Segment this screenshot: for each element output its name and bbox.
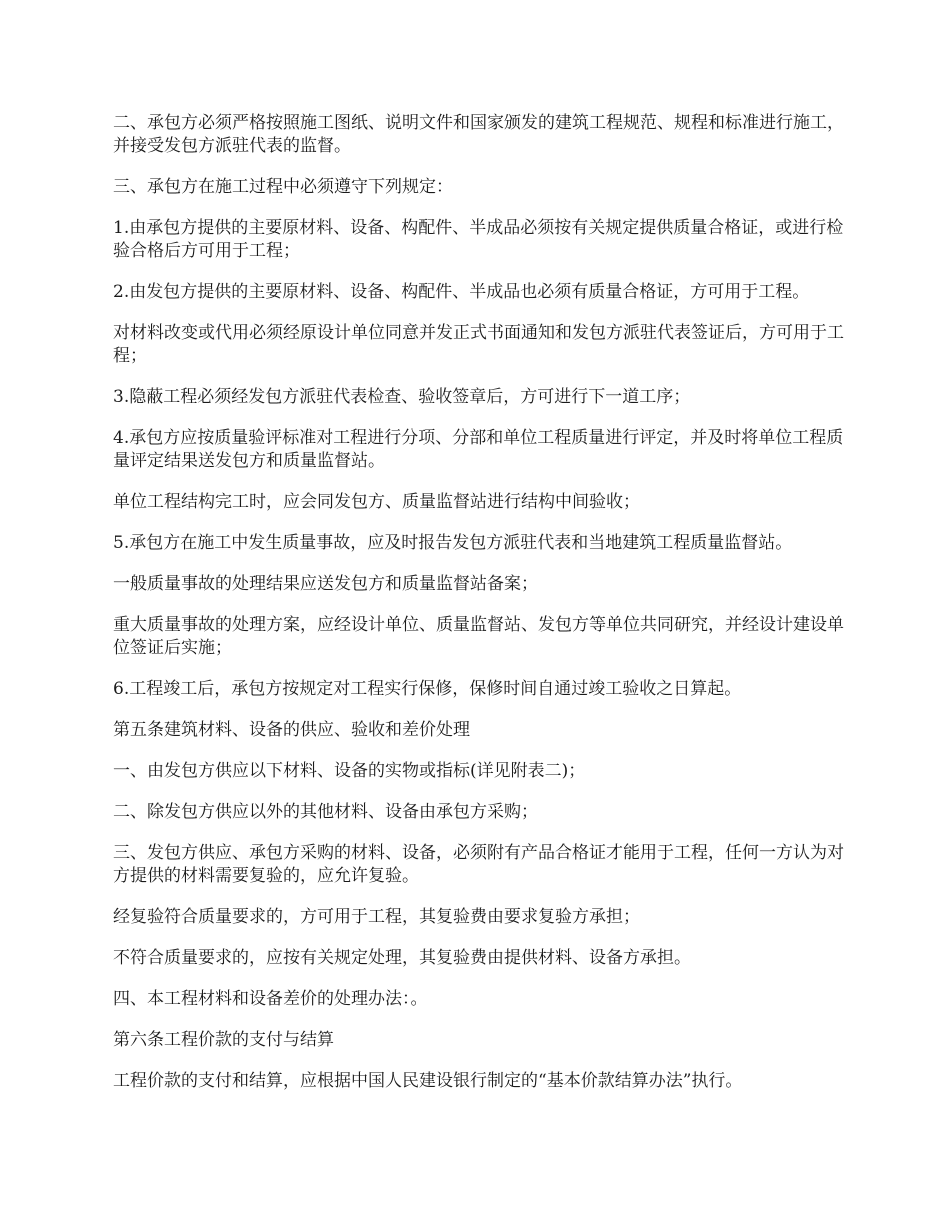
paragraph-major-accident: 重大质量事故的处理方案，应经设计单位、质量监督站、发包方等单位共同研究，并经设计建设单位签证后实施； (113, 615, 844, 658)
paragraph-item-2: 2.由发包方提供的主要原材料、设备、构配件、半成品也必须有质量合格证，方可用于工程。 (113, 282, 810, 302)
paragraph-supply-3: 三、发包方供应、承包方采购的材料、设备，必须附有产品合格证才能用于工程，任何一方认为对方提供的材料需要复验的，应允许复验。 (113, 843, 844, 886)
paragraph-item-1: 1.由承包方提供的主要原材料、设备、构配件、半成品必须按有关规定提供质量合格证，或进行检验合格后方可用于工程； (113, 218, 844, 261)
paragraph-structure-acceptance: 单位工程结构完工时，应会同发包方、质量监督站进行结构中间验收； (113, 492, 640, 512)
paragraph-supply-2: 二、除发包方供应以外的其他材料、设备由承包方采购； (113, 802, 538, 822)
paragraph-retest-fail: 不符合质量要求的，应按有关规定处理，其复验费由提供材料、设备方承担。 (113, 948, 691, 968)
paragraph-supply-4: 四、本工程材料和设备差价的处理办法：。 (113, 989, 428, 1009)
paragraph-clause-2: 二、承包方必须严格按照施工图纸、说明文件和国家颁发的建筑工程规范、规程和标准进行施工，并接受发包方派驻代表的监督。 (113, 113, 844, 156)
paragraph-material-change: 对材料改变或代用必须经原设计单位同意并发正式书面通知和发包方派驻代表签证后，方可用于工程； (113, 323, 844, 366)
paragraph-retest-pass: 经复验符合质量要求的，方可用于工程，其复验费由要求复验方承担； (113, 907, 640, 927)
paragraph-item-6: 6.工程竣工后，承包方按规定对工程实行保修，保修时间自通过竣工验收之日算起。 (113, 679, 742, 699)
paragraph-general-accident: 一般质量事故的处理结果应送发包方和质量监督站备案； (113, 574, 538, 594)
section-heading-article-5: 第五条建筑材料、设备的供应、验收和差价处理 (113, 720, 470, 740)
document-body (113, 112, 845, 1111)
paragraph-payment: 工程价款的支付和结算，应根据中国人民建设银行制定的“基本价款结算办法”执行。 (113, 1071, 743, 1091)
section-heading-article-6: 第六条工程价款的支付与结算 (113, 1030, 334, 1050)
paragraph-item-5: 5.承包方在施工中发生质量事故，应及时报告发包方派驻代表和当地建筑工程质量监督站。 (113, 533, 793, 553)
paragraph-supply-1: 一、由发包方供应以下材料、设备的实物或指标(详见附表二)； (113, 761, 586, 781)
paragraph-clause-3: 三、承包方在施工过程中必须遵守下列规定： (113, 177, 453, 197)
paragraph-item-3: 3.隐蔽工程必须经发包方派驻代表检查、验收签章后，方可进行下一道工序； (113, 387, 691, 407)
paragraph-item-4: 4.承包方应按质量验评标准对工程进行分项、分部和单位工程质量进行评定，并及时将单位工程质量评定结果送发包方和质量监督站。 (113, 428, 844, 471)
